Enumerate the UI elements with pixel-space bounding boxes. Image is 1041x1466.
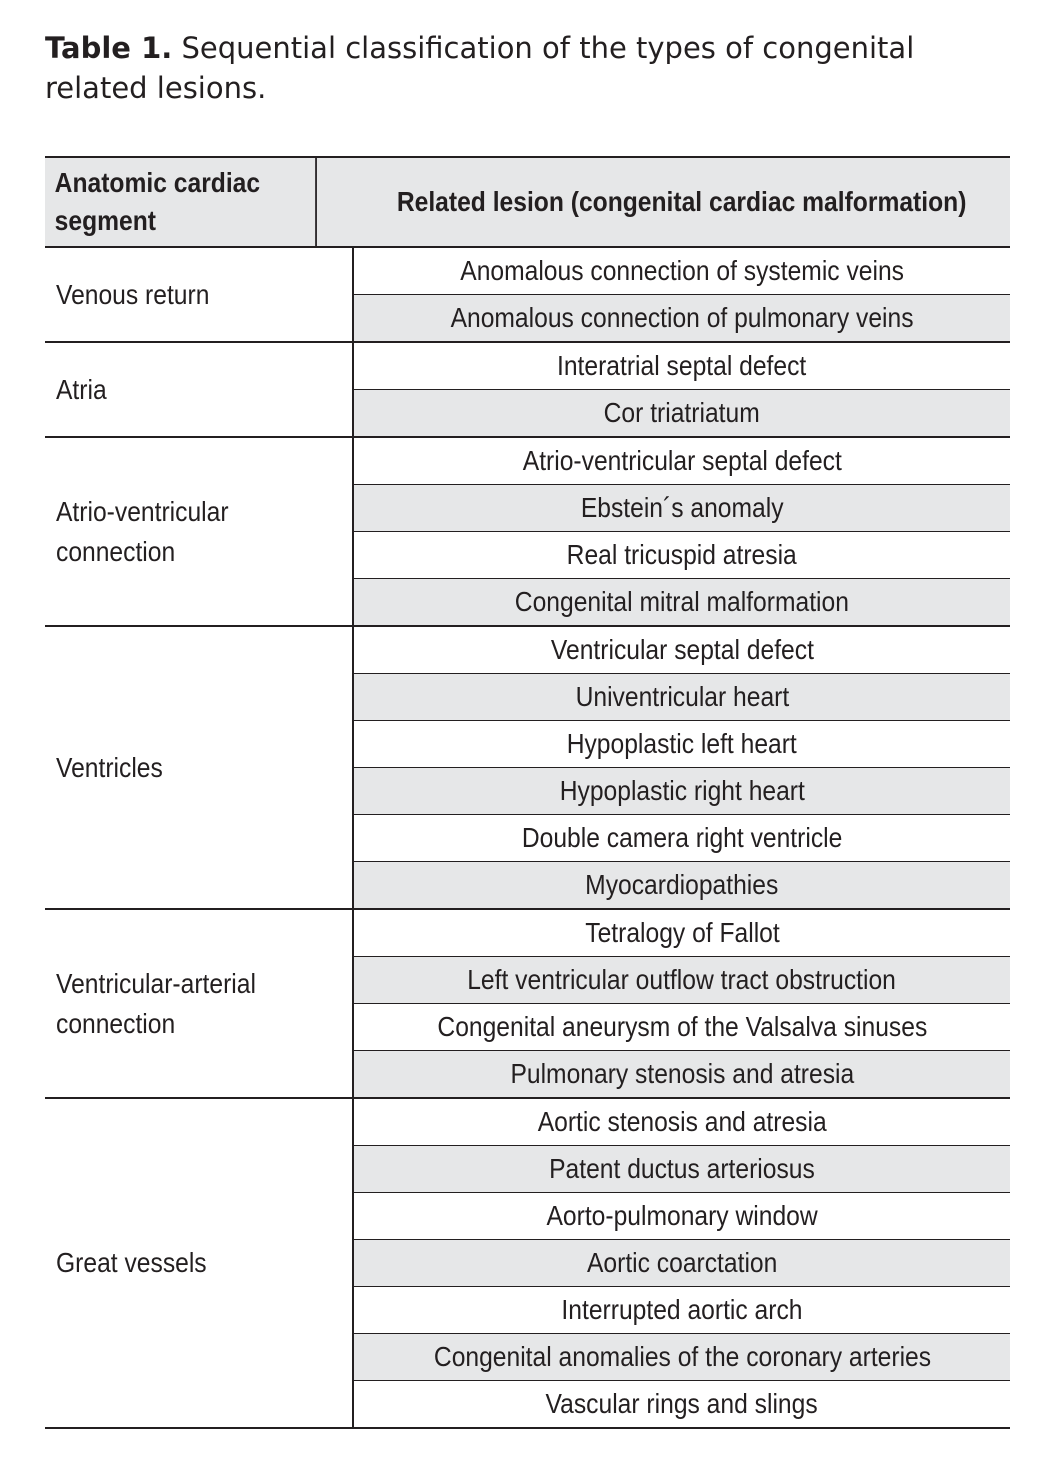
- lesion-list: [354, 248, 1010, 341]
- lesion-label: Hypoplastic right heart: [559, 775, 805, 806]
- table-row: [354, 1334, 1010, 1381]
- table-caption: [45, 28, 1010, 108]
- segment-cell: [45, 910, 354, 1097]
- table-row: [354, 343, 1010, 390]
- table-row: [354, 674, 1010, 721]
- lesion-label: Ebstein´s anomaly: [580, 492, 784, 523]
- lesion-label: Aortic stenosis and atresia: [537, 1106, 827, 1137]
- lesion-label: Anomalous connection of systemic veins: [460, 255, 904, 286]
- table-row: [354, 815, 1010, 862]
- segment-cell: [45, 1099, 354, 1427]
- table-row: [354, 485, 1010, 532]
- header-segment: Anatomic cardiac segment: [45, 158, 317, 246]
- segment-cell: [45, 438, 354, 625]
- caption-label: Table 1.: [45, 31, 173, 65]
- segment-group: [45, 1099, 1010, 1427]
- segment-label: Ventricular-arterial connection: [56, 967, 256, 1039]
- lesion-label: Pulmonary stenosis and atresia: [510, 1058, 854, 1089]
- lesion-list: [354, 438, 1010, 625]
- table-body: [45, 248, 1010, 1427]
- table-row: [354, 910, 1010, 957]
- caption-text: Sequential classification of the types of congenital related lesions.: [45, 31, 915, 105]
- segment-label: Atria: [56, 373, 107, 405]
- lesion-label: Congenital mitral malformation: [514, 586, 850, 617]
- lesion-label: Aortic coarctation: [586, 1247, 778, 1278]
- lesion-label: Interrupted aortic arch: [561, 1294, 803, 1325]
- lesion-label: Myocardiopathies: [585, 869, 779, 900]
- table-row: [354, 1099, 1010, 1146]
- lesion-label: Real tricuspid atresia: [566, 539, 798, 570]
- header-lesion-cell: [354, 158, 1010, 246]
- lesion-label: Congenital aneurysm of the Valsalva sinuses: [437, 1011, 927, 1042]
- segment-group: [45, 343, 1010, 438]
- table-row: [354, 862, 1010, 908]
- lesion-label: Interatrial septal defect: [557, 350, 807, 381]
- lesion-label: Left ventricular outflow tract obstruction: [467, 964, 897, 995]
- table-row: [354, 1240, 1010, 1287]
- table-row: [354, 957, 1010, 1004]
- table-row: [354, 768, 1010, 815]
- table-row: [354, 532, 1010, 579]
- table-row: [354, 248, 1010, 295]
- lesion-label: Ventricular septal defect: [550, 634, 814, 665]
- segment-group: [45, 248, 1010, 343]
- lesion-list: [354, 627, 1010, 908]
- segment-cell: [45, 248, 354, 341]
- segment-label: Venous return: [56, 278, 210, 310]
- lesion-label: Atrio-ventricular septal defect: [522, 445, 842, 476]
- segment-label: Great vessels: [56, 1247, 207, 1278]
- lesion-list: [354, 910, 1010, 1097]
- table-row: [354, 579, 1010, 625]
- lesion-label: Vascular rings and slings: [545, 1388, 819, 1419]
- table-row: [354, 1004, 1010, 1051]
- table-row: [354, 1051, 1010, 1097]
- table-row: [354, 1193, 1010, 1240]
- table-row: [354, 390, 1010, 436]
- table-row: [354, 438, 1010, 485]
- segment-group: [45, 438, 1010, 627]
- lesion-table: [45, 156, 1010, 1429]
- segment-cell: [45, 627, 354, 908]
- lesion-label: Double camera right ventricle: [521, 822, 843, 853]
- segment-group: [45, 910, 1010, 1099]
- table-row: [354, 1146, 1010, 1193]
- table-row: [354, 295, 1010, 341]
- lesion-label: Patent ductus arteriosus: [549, 1153, 815, 1184]
- segment-label: Ventricles: [56, 751, 163, 783]
- table-row: [354, 627, 1010, 674]
- lesion-label: Anomalous connection of pulmonary veins: [450, 302, 914, 333]
- lesion-label: Aorto-pulmonary window: [546, 1200, 818, 1231]
- lesion-label: Congenital anomalies of the coronary arteries: [433, 1341, 931, 1372]
- table-row: [354, 1381, 1010, 1427]
- lesion-label: Tetralogy of Fallot: [584, 917, 780, 948]
- lesion-list: [354, 343, 1010, 436]
- segment-label: Atrio-ventricular connection: [56, 495, 229, 567]
- segment-cell: [45, 343, 354, 436]
- segment-group: [45, 627, 1010, 910]
- table-row: [354, 1287, 1010, 1334]
- table-row: [354, 721, 1010, 768]
- header-lesion: Related lesion (congenital cardiac malformation): [397, 186, 967, 217]
- lesion-label: Cor triatriatum: [603, 397, 761, 428]
- lesion-label: Hypoplastic left heart: [566, 728, 798, 759]
- lesion-list: [354, 1099, 1010, 1427]
- table-header: [45, 158, 1010, 248]
- lesion-label: Univentricular heart: [575, 681, 789, 712]
